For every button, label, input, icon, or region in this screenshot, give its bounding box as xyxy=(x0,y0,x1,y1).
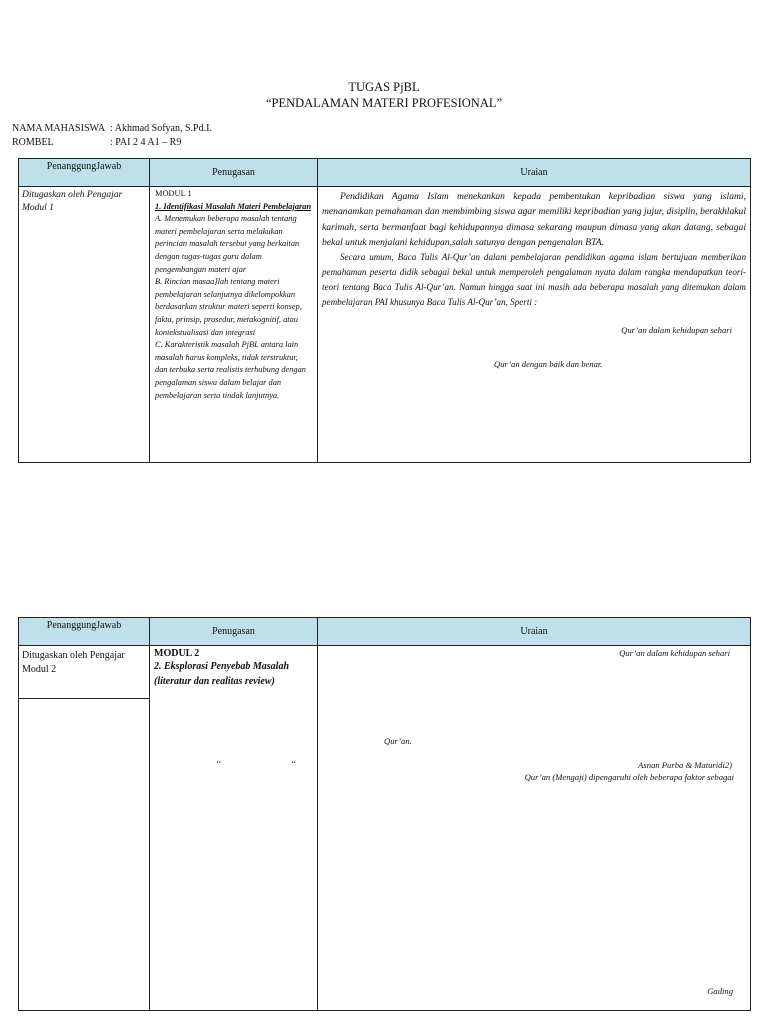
uraian-line: Asnan Purba & Maturidi2) xyxy=(638,760,732,770)
penugasan-item-c: C. Karakteristik masalah PjBL antara lain masalah harus kompleks, tidak terstruktur, dan terbuka serta realistis terhubung dengan pengalaman siswa dalam belajar dan pembelajaran serta tindak lanjutnya. xyxy=(155,340,306,400)
table-row xyxy=(19,646,751,1011)
uraian-line: Qur’an. xyxy=(384,736,412,746)
uraian-point-1: Qur’an dalam kehidupan sehari xyxy=(621,325,732,336)
table-header-row xyxy=(19,159,751,187)
penugasan-item-a: A. Menemukan beberapa masalah tentang materi pembelajaran serta melakukan perincian masalah tersebut yang berkaitan dengan tugas-tugas guru dalam pengembangan materi ajar xyxy=(155,214,300,274)
uraian-cell xyxy=(318,646,751,1011)
student-name-value: : Akhmad Sofyan, S.Pd.I. xyxy=(110,123,212,134)
header-penugasan: Penugasan xyxy=(150,159,318,187)
header-uraian: Uraian xyxy=(318,159,751,187)
module-1-table xyxy=(18,158,751,463)
uraian-line: Qur’an (Mengaji) dipengaruhi oleh beberapa faktor sebagai xyxy=(524,772,734,782)
table-row xyxy=(19,187,751,463)
quote-mark: ‘‘ xyxy=(291,759,297,769)
module-2-table xyxy=(18,617,751,1011)
header-penanggungjawab: PenanggungJawab xyxy=(19,618,150,646)
rombel-value: : PAI 2 4 A1 – R9 xyxy=(110,137,182,148)
uraian-cell xyxy=(318,187,751,463)
quote-mark: ‘‘ xyxy=(216,759,222,769)
penugasan-heading: 2. Eksplorasi Penyebab Masalah (literatur dan realitas review) xyxy=(154,661,290,687)
uraian-point-2: Qur’an dengan baik dan benar. xyxy=(494,358,603,369)
student-name-row xyxy=(12,123,212,134)
penugasan-cell xyxy=(150,187,318,463)
penugasan-heading: 1. Identifikasi Masalah Materi Pembelajaran xyxy=(155,201,312,211)
penanggungjawab-text: Ditugaskan oleh Pengajar Modul 2 xyxy=(22,650,125,675)
header-penanggungjawab: PenanggungJawab xyxy=(19,159,150,187)
penanggungjawab-cell xyxy=(19,646,150,1011)
uraian-line: Gading xyxy=(707,986,733,996)
table-header-row xyxy=(19,618,751,646)
uraian-line: Qur’an dalam kehidupan sehari xyxy=(619,648,730,658)
penugasan-cell xyxy=(150,646,318,1011)
header-uraian: Uraian xyxy=(318,618,751,646)
penanggungjawab-cell: Ditugaskan oleh Pengajar Modul 1 xyxy=(19,187,150,463)
uraian-paragraph-1: Pendidikan Agama Islam menekankan kepada pembentukan kepribadian siswa yang islami, menanamkan pemahaman dan membimbing siswa agar memiliki kepribadian yang jujur, disiplin, berakhlakul karimah, serta bermanfaat bagi kehidupannya dimasa sekarang maupun dimasa yang akan datang, sebagai bekal untuk menjalani kehidupan,salah satunya dengan pengenalan BTA. xyxy=(322,191,746,248)
rombel-row xyxy=(12,137,181,148)
document-subtitle: “PENDALAMAN MATERI PROFESIONAL” xyxy=(265,96,503,110)
module-label: MODUL 2 xyxy=(154,648,200,659)
document-title: TUGAS PjBL xyxy=(348,80,420,94)
penugasan-item-b: B. Rincian masaa]lah tentang materi pembelajaran selanjutnya dikelompokkan berdasarkan struktur materi seperti konsep, fakta, prinsip, prosedur, metakognitif, atau kontekstualisasi dan integrasi xyxy=(155,277,302,337)
uraian-paragraph-2: Secara umum, Baca Tulis Al-Qur’an dalam pembelajaran pendidikan agama islam bertujuan memberikan pemahaman peserta didik sebagai bekal untuk memperoleh pengalaman nyata dalam rangka mendapatkan teori-teori tentang Baca Tulis Al-Qur’an. Namun hingga saat ini masih ada beberapa masalah yang ditemukan dalam pembelajaran PAI khusunya Baca Tulis Al-Qur’an, Sperti : xyxy=(322,252,746,307)
student-name-label: NAMA MAHASISWA xyxy=(12,123,106,134)
rombel-label: ROMBEL xyxy=(12,137,54,148)
header-penugasan: Penugasan xyxy=(150,618,318,646)
module-label: MODUL 1 xyxy=(155,189,192,198)
cell-divider xyxy=(19,698,149,699)
